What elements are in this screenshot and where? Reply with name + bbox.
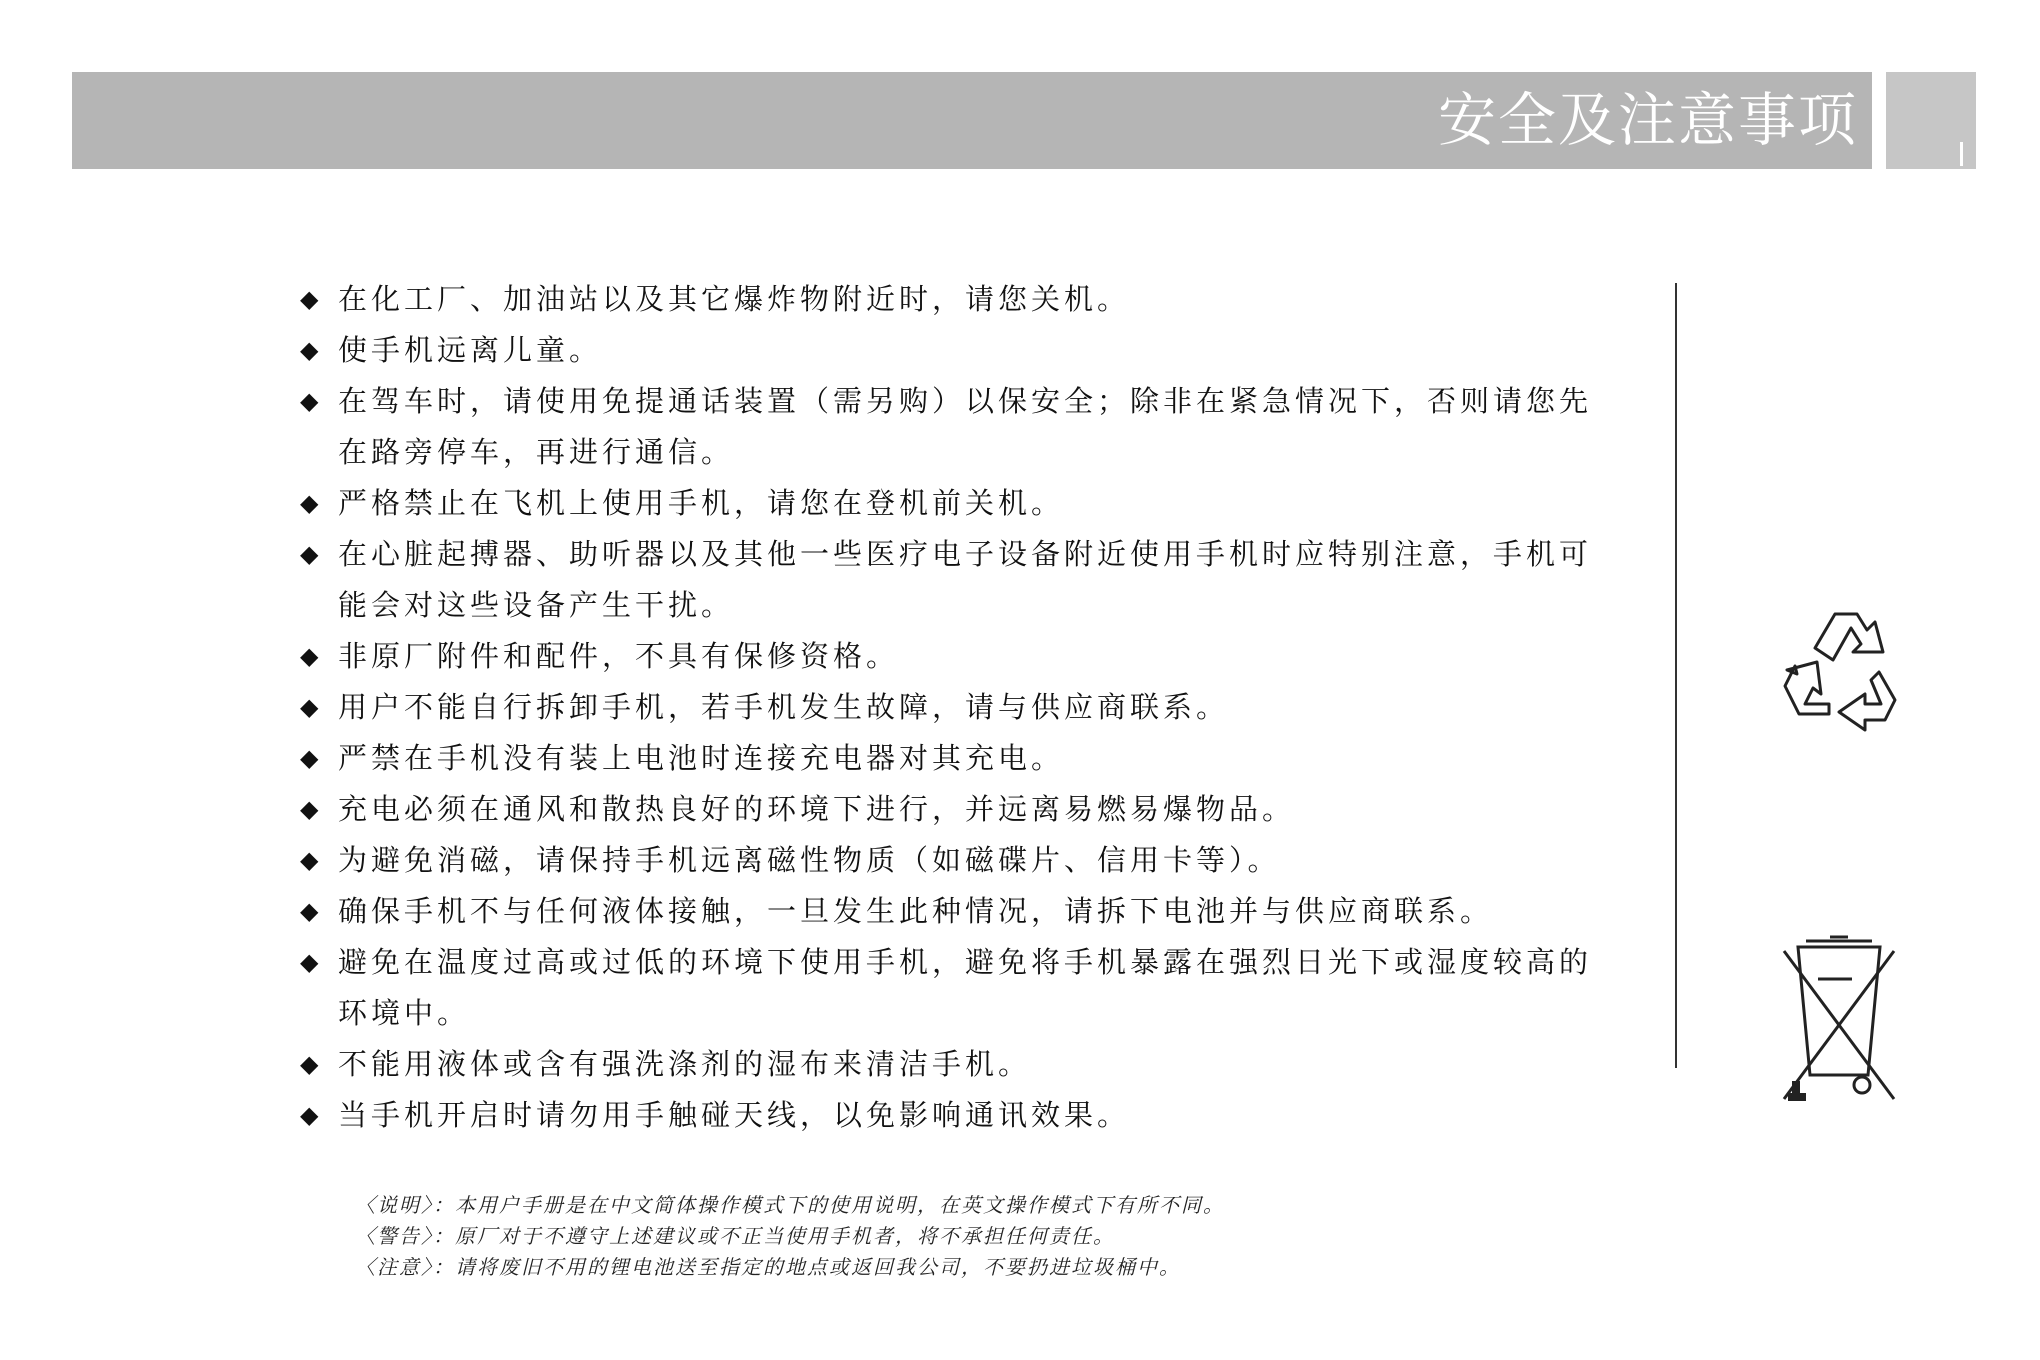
note-explanation: 〈说明〉：本用户手册是在中文简体操作模式下的使用说明，在英文操作模式下有所不同。 [355, 1193, 1225, 1217]
list-item [298, 631, 1598, 682]
item-text: 避免在温度过高或过低的环境下使用手机，避免将手机暴露在强烈日光下或湿度较高的环境中。 [338, 945, 1593, 1030]
list-item [298, 835, 1598, 886]
item-text: 为避免消磁，请保持手机远离磁性物质（如磁碟片、信用卡等）。 [338, 843, 1281, 877]
item-text: 确保手机不与任何液体接触，一旦发生此种情况，请拆下电池并与供应商联系。 [338, 894, 1494, 928]
list-item [298, 376, 1598, 478]
item-text: 严禁在手机没有装上电池时连接充电器对其充电。 [338, 741, 1065, 775]
item-text: 在驾车时，请使用免提通话装置（需另购）以保安全；除非在紧急情况下，否则请您先在路旁停车，再进行通信。 [338, 384, 1593, 469]
item-text: 充电必须在通风和散热良好的环境下进行，并远离易燃易爆物品。 [338, 792, 1296, 826]
vertical-divider [1675, 283, 1677, 1068]
bullet-diamond-icon: ◆ [300, 744, 323, 772]
bullet-diamond-icon: ◆ [300, 795, 323, 823]
list-item [298, 937, 1598, 1039]
list-item [298, 1090, 1598, 1141]
bullet-diamond-icon: ◆ [300, 897, 323, 925]
header-tab [1886, 72, 1976, 169]
list-item [298, 682, 1598, 733]
list-item [298, 784, 1598, 835]
list-item [298, 886, 1598, 937]
list-item [298, 529, 1598, 631]
bullet-diamond-icon: ◆ [300, 1101, 323, 1129]
item-text: 使手机远离儿童。 [338, 333, 603, 367]
item-text: 在化工厂、加油站以及其它爆炸物附近时，请您关机。 [338, 282, 1131, 316]
list-item [298, 1039, 1598, 1090]
footer-notes [355, 1190, 1225, 1283]
item-text: 非原厂附件和配件，不具有保修资格。 [338, 639, 900, 673]
note-warning: 〈警告〉：原厂对于不遵守上述建议或不正当使用手机者，将不承担任何责任。 [355, 1224, 1115, 1248]
page-title: 安全及注意事项 [1437, 86, 1858, 154]
bullet-diamond-icon: ◆ [300, 489, 323, 517]
item-text: 用户不能自行拆卸手机，若手机发生故障，请与供应商联系。 [338, 690, 1230, 724]
list-item [298, 478, 1598, 529]
bullet-diamond-icon: ◆ [300, 693, 323, 721]
bullet-diamond-icon: ◆ [300, 387, 323, 415]
recycle-icon [1775, 608, 1899, 750]
bullet-diamond-icon: ◆ [300, 846, 323, 874]
item-text: 不能用液体或含有强洗涤剂的湿布来清洁手机。 [338, 1047, 1032, 1081]
header-bar [72, 72, 1872, 169]
list-item [298, 733, 1598, 784]
item-text: 当手机开启时请勿用手触碰天线，以免影响通讯效果。 [338, 1098, 1131, 1132]
bullet-diamond-icon: ◆ [300, 285, 323, 313]
item-text: 严格禁止在飞机上使用手机，请您在登机前关机。 [338, 486, 1065, 520]
note-attention: 〈注意〉：请将废旧不用的锂电池送至指定的地点或返回我公司，不要扔进垃圾桶中。 [355, 1255, 1181, 1279]
bullet-diamond-icon: ◆ [300, 336, 323, 364]
tab-mark [1960, 142, 1963, 166]
item-text: 在心脏起搏器、助听器以及其他一些医疗电子设备附近使用手机时应特别注意，手机可能会对这些设备产生干扰。 [338, 537, 1593, 622]
list-item [298, 274, 1598, 325]
bullet-diamond-icon: ◆ [300, 948, 323, 976]
list-item [298, 325, 1598, 376]
bullet-diamond-icon: ◆ [300, 642, 323, 670]
bullet-diamond-icon: ◆ [300, 540, 323, 568]
crossed-out-wheelie-bin-icon [1778, 935, 1900, 1107]
safety-list [298, 274, 1598, 1141]
bullet-diamond-icon: ◆ [300, 1050, 323, 1078]
